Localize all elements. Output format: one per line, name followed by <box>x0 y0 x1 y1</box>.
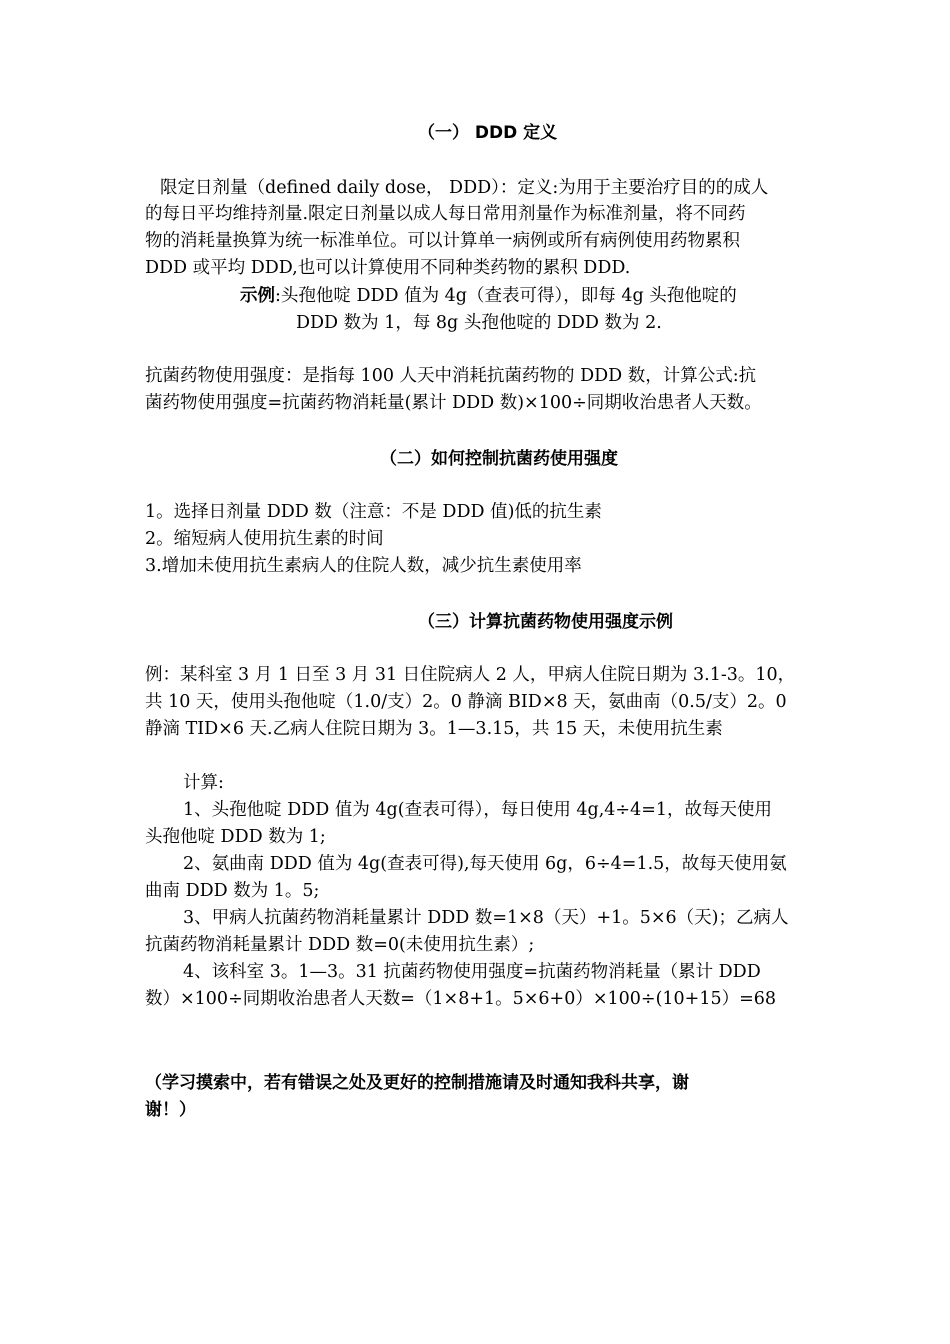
calc-line-8: 数）×100÷同期收治患者人天数=（1×8+1。5×6+0）×100÷(10+15）=68 <box>145 989 777 1009</box>
calc-line-7: 4、该科室 3。1—3。31 抗菌药物使用强度=抗菌药物消耗量（累计 DDD <box>183 962 761 982</box>
example-line-2: DDD 数为 1，每 8g 头孢他啶的 DDD 数为 2. <box>296 313 662 333</box>
calc-line-5: 3、甲病人抗菌药物消耗量累计 DDD 数=1×8（天）+1。5×6（天)；乙病人 <box>183 908 789 928</box>
case-line-1: 例：某科室 3 月 1 日至 3 月 31 日住院病人 2 人，甲病人住院日期为 3.1-3。10， <box>145 665 796 685</box>
control-item-3: 3.增加未使用抗生素病人的住院人数，减少抗生素使用率 <box>145 556 582 576</box>
calc-line-1: 1、头孢他啶 DDD 值为 4g(查表可得），每日使用 4g,4÷4=1，故每天使用 <box>183 800 773 820</box>
definition-line-1: 限定日剂量（defined daily dose， DDD）：定义:为用于主要治疗目的的成人 <box>160 178 769 198</box>
case-line-3: 静滴 TID×6 天.乙病人住院日期为 3。1—3.15，共 15 天，未使用抗生素 <box>145 719 723 739</box>
example-label: 示例 <box>240 286 275 306</box>
calc-line-4: 曲南 DDD 数为 1。5; <box>145 881 320 901</box>
section3-heading: （三）计算抗菌药物使用强度示例 <box>418 612 673 632</box>
intensity-line-2: 菌药物使用强度=抗菌药物消耗量(累计 DDD 数)×100÷同期收治患者人天数。 <box>145 393 762 413</box>
definition-line-4: DDD 或平均 DDD,也可以计算使用不同种类药物的累积 DDD. <box>145 258 631 278</box>
definition-line-3: 物的消耗量换算为统一标准单位。可以计算单一病例或所有病例使用药物累积 <box>145 231 740 251</box>
intensity-line-1: 抗菌药物使用强度：是指每 100 人天中消耗抗菌药物的 DDD 数，计算公式:抗 <box>145 366 757 386</box>
control-item-2: 2。缩短病人使用抗生素的时间 <box>145 529 384 549</box>
definition-line-2: 的每日平均维持剂量.限定日剂量以成人每日常用剂量作为标准剂量，将不同药 <box>145 204 746 224</box>
example-text-1: :头孢他啶 DDD 值为 4g（查表可得），即每 4g 头孢他啶的 <box>275 286 737 306</box>
calc-line-6: 抗菌药物消耗量累计 DDD 数=0(未使用抗生素）; <box>145 935 535 955</box>
closing-line-2: 谢！） <box>145 1100 196 1120</box>
section2-heading: （二）如何控制抗菌药使用强度 <box>380 449 618 469</box>
section1-heading: （一） DDD 定义 <box>418 123 558 143</box>
calc-line-2: 头孢他啶 DDD 数为 1; <box>145 827 326 847</box>
control-item-1: 1。选择日剂量 DDD 数（注意：不是 DDD 值)低的抗生素 <box>145 502 602 522</box>
example-line-1 <box>240 282 737 307</box>
case-line-2: 共 10 天，使用头孢他啶（1.0/支）2。0 静滴 BID×8 天，氨曲南（0.5/支）2。0 <box>145 692 787 712</box>
calc-line-3: 2、氨曲南 DDD 值为 4g(查表可得),每天使用 6g，6÷4=1.5，故每天使用氨 <box>183 854 787 874</box>
calc-label: 计算: <box>183 773 224 793</box>
closing-line-1: （学习摸索中，若有错误之处及更好的控制措施请及时通知我科共享，谢 <box>145 1073 689 1093</box>
